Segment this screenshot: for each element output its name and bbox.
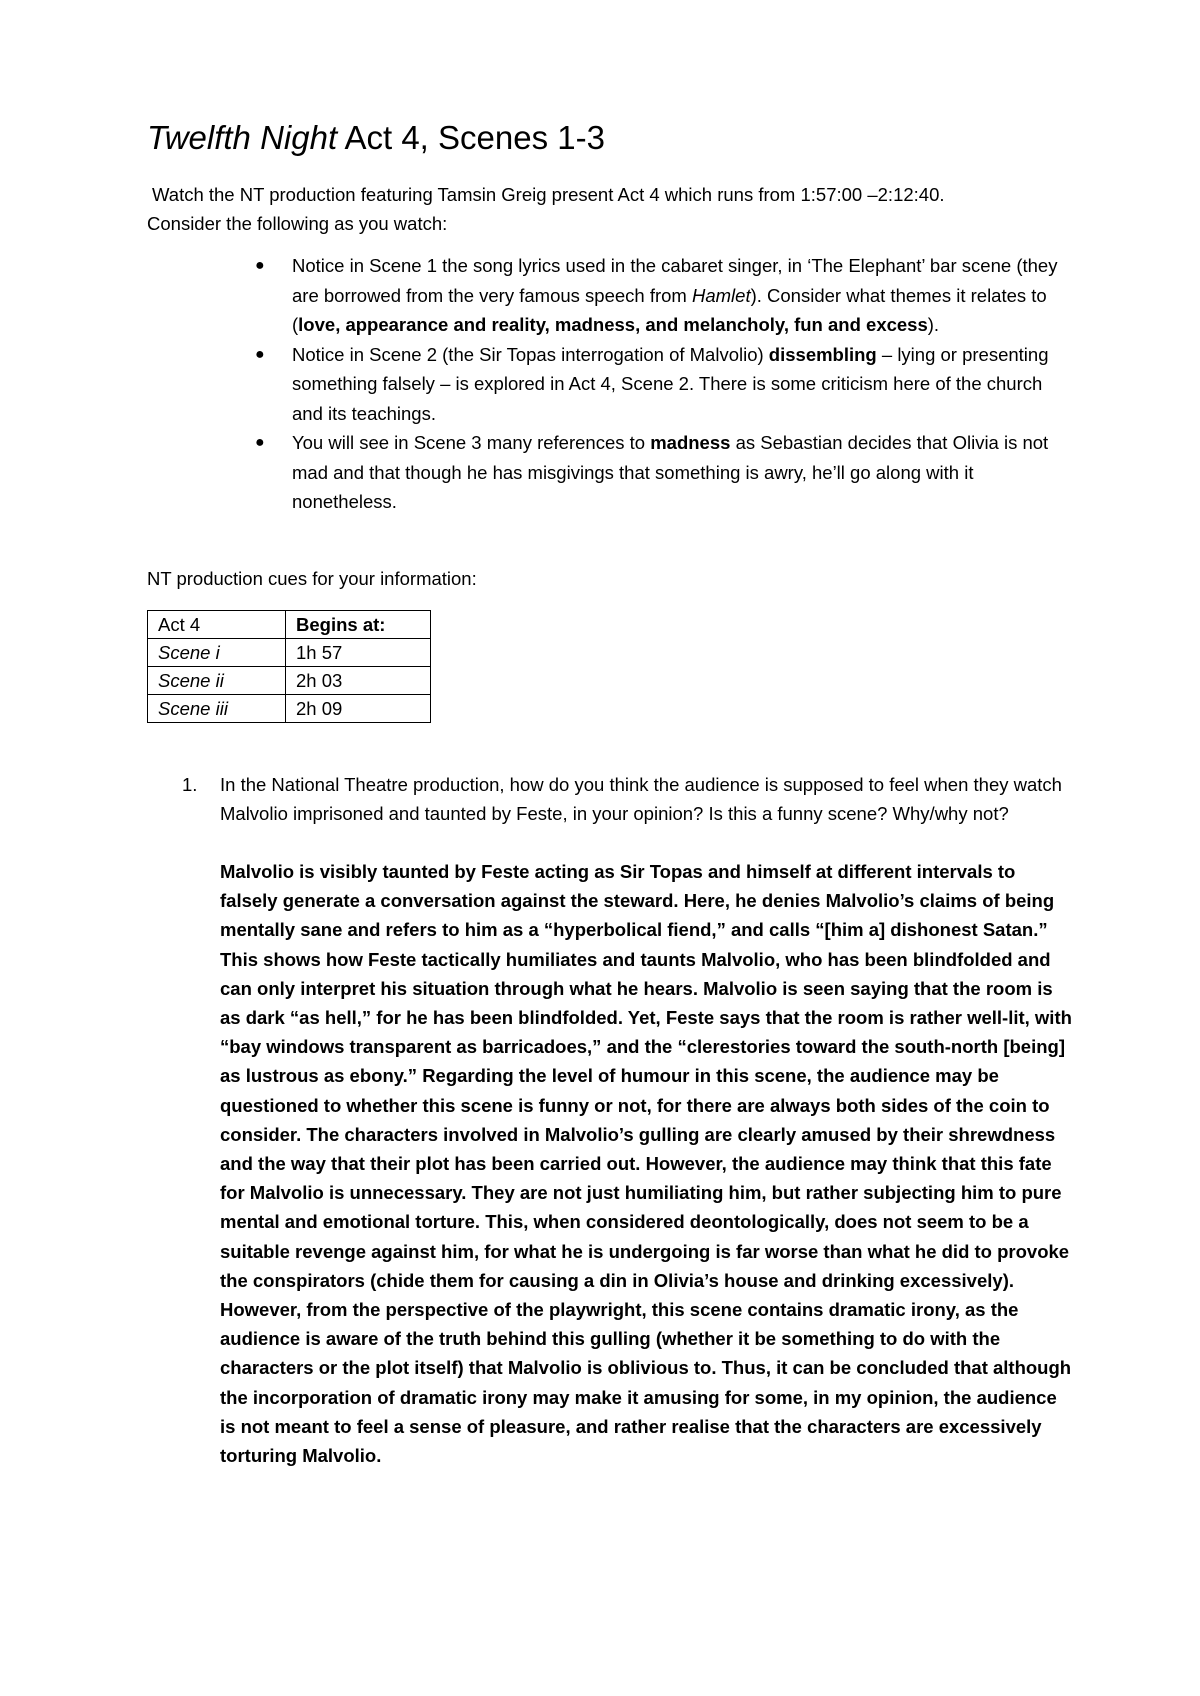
intro-line-1: Watch the NT production featuring Tamsin Greig present Act 4 which runs from 1:57:00 –2:12:40. [152,184,945,205]
table-row [148,639,431,667]
table-cell-scene: Scene ii [148,667,286,695]
bullet-text: as Sebastian decides that Olivia is not mad and that though he has misgivings that something is awry, he’ll go along with it nonetheless. [292,432,1049,512]
bullet-icon: ● [255,257,265,274]
table-row [148,695,431,723]
cues-label: NT production cues for your information: [147,568,477,589]
table-cell-scene: Scene i [148,639,286,667]
list-item [255,428,1072,517]
table-cell-time: 2h 09 [286,695,431,723]
bullet-text: ). Consider what themes it relates to ( [292,284,1047,335]
title-act-scenes: Act 4, Scenes 1-3 [337,119,605,156]
list-item [255,251,1072,340]
table-cell-scene: Scene iii [148,695,286,723]
question-number: 1. [182,774,198,795]
bullet-bold-text: dissembling [768,343,877,365]
production-cues-table [147,610,431,723]
bullet-bold-text: love, appearance and reality, madness, and melancholy, fun and excess [298,314,928,335]
bullet-bold-text: madness [650,432,731,453]
document-title [147,118,605,158]
table-header-begins: Begins at: [286,611,431,639]
question-text: In the National Theatre production, how do you think the audience is supposed to feel when they watch Malvolio imprisoned and taunted by Feste, in your opinion? Is this a funny scene? Why/why not? [220,774,1062,824]
title-play-name: Twelfth Night [147,119,338,156]
table-header-act: Act 4 [148,611,286,639]
bullet-icon: ● [255,345,265,363]
intro-paragraph [147,180,1067,238]
table-row [148,667,431,695]
bullet-icon: ● [255,434,265,451]
bullet-text: Notice in Scene 2 (the Sir Topas interrogation of Malvolio) [292,343,769,365]
bullet-text: ). [927,314,940,335]
bullet-text: Notice in Scene 1 the song lyrics used in the cabaret singer, in ‘The Elephant’ bar scene (they are borrowed from the very famous speech from [292,255,1058,306]
bullet-text: You will see in Scene 3 many references to [292,432,651,453]
question-1 [182,770,1072,828]
viewing-notes-list [255,251,1072,517]
bullet-italic-text: Hamlet [691,284,751,306]
bullet-text: – lying or presenting something falsely – is explored in Act 4, Scene 2. There is some criticism here of the church and its teachings. [292,343,1049,424]
table-cell-time: 2h 03 [286,667,431,695]
intro-line-2: Consider the following as you watch: [147,213,448,234]
list-item [255,340,1072,429]
answer-text: Malvolio is visibly taunted by Feste acting as Sir Topas and himself at different intervals to falsely generate a conversation against the steward. Here, he denies Malvolio’s claims of being mentally sane and refers to him as a “hyperbolical fiend,” and calls “[him a] dishonest Satan.” This shows how Feste tactically humiliates and taunts Malvolio, who has been blindfolded and can only interpret his situation through what he hears. Malvolio is seen saying that the room is as dark “as hell,” for he has been blindfolded. Yet, Feste says that the room is rather well-lit, with “bay windows transparent as barricadoes,” and the “clerestories toward the south-north [being] as lustrous as ebony.” Regarding the level of humour in this scene, the audience may be questioned to whether this scene is funny or not, for there are always both sides of the coin to consider. The characters involved in Malvolio’s gulling are clearly amused by their shrewdness and the way that their plot has been carried out. However, the audience may think that this fate for Malvolio is unnecessary. They are not just humiliating him, but rather subjecting him to pure mental and emotional torture. This, when considered deontologically, does not seem to be a suitable revenge against him, for what he is undergoing is far worse than what he did to provoke the conspirators (chide them for causing a din in Olivia’s house and drinking excessively). However, from the perspective of the playwright, this scene contains dramatic irony, as the audience is aware of the truth behind this gulling (whether it be something to do with the characters or the plot itself) that Malvolio is oblivious to. Thus, it can be concluded that although the incorporation of dramatic irony may make it amusing for some, in my opinion, the audience is not meant to feel a sense of pleasure, and rather realise that the characters are excessively torturing Malvolio. [220,861,1072,1467]
table-header-row [148,611,431,639]
table-cell-time: 1h 57 [286,639,431,667]
